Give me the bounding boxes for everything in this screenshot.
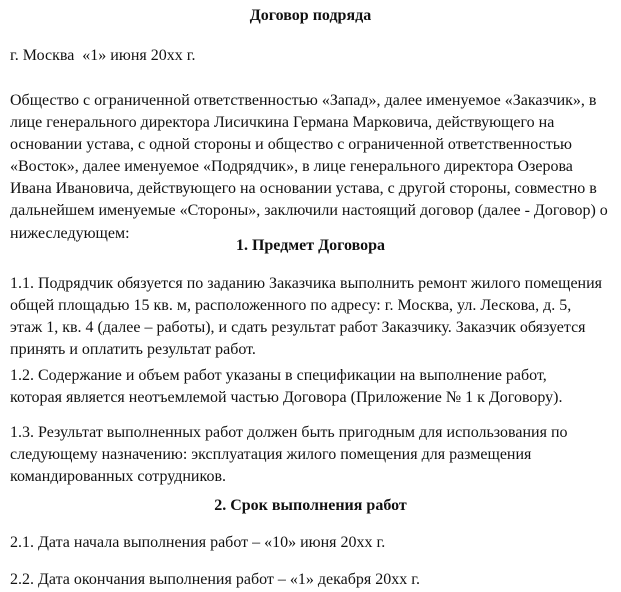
intro-line: Ивана Ивановича, действующего на основании устава, с другой стороны, совместно в <box>10 180 597 197</box>
section-heading-1: 1. Предмет Договора <box>235 237 386 254</box>
clause-2-2: 2.2. Дата окончания выполнения работ – «1» декабря 20хх г. <box>10 571 420 588</box>
clause-line: 1.3. Результат выполненных работ должен быть пригодным для использования по <box>10 424 568 441</box>
section-heading-2: 2. Срок выполнения работ <box>214 497 407 514</box>
clause-line: 1.1. Подрядчик обязуется по заданию Заказчика выполнить ремонт жилого помещения <box>10 275 603 292</box>
clause-2-1: 2.1. Дата начала выполнения работ – «10» июня 20хх г. <box>10 534 386 551</box>
clause-line: принять и оплатить результат работ. <box>10 341 256 358</box>
document-title: Договор подряда <box>249 7 372 24</box>
intro-line: лице генерального директора Лисичкина Германа Марковича, действующего на <box>10 114 555 131</box>
clause-line: этаж 1, кв. 4 (далее – работы), и сдать результат работ Заказчику. Заказчик обязуется <box>10 319 586 336</box>
clause-line: командированных сотрудников. <box>10 468 226 485</box>
intro-line: «Восток», далее именуемое «Подрядчик», в лице генерального директора Озерова <box>10 158 573 175</box>
clause-line: следующему назначению: эксплуатация жилого помещения для размещения <box>10 446 532 463</box>
intro-line: дальнейшем именуемые «Стороны», заключили настоящий договор (далее - Договор) о <box>10 202 608 219</box>
intro-line: нижеследующем: <box>10 225 130 242</box>
intro-line: основании устава, с одной стороны и общество с ограниченной ответственностью <box>10 136 572 153</box>
clause-line: которая является неотъемлемой частью Договора (Приложение № 1 к Договору). <box>10 389 563 406</box>
clause-line: 1.2. Содержание и объем работ указаны в спецификации на выполнение работ, <box>10 367 547 384</box>
place-date: г. Москва «1» июня 20хх г. <box>10 47 196 64</box>
clause-line: общей площадью 15 кв. м, расположенного по адресу: г. Москва, ул. Лескова, д. 5, <box>10 297 572 314</box>
intro-line: Общество с ограниченной ответственностью «Запад», далее именуемое «Заказчик», в <box>10 92 597 109</box>
